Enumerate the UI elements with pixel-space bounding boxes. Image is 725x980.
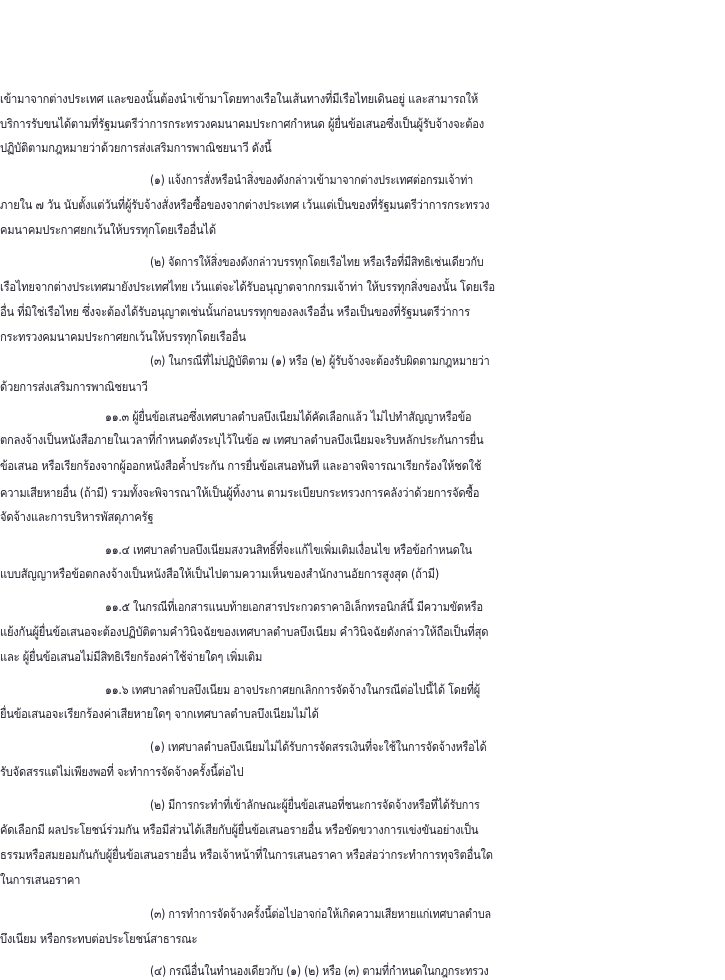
text-line: รับจัดสรรแต่ไม่เพียงพอที่ จะทำการจัดจ้างครั้งนี้ต่อไป — [0, 764, 244, 779]
text-line: ในการเสนอราคา — [0, 872, 81, 887]
text-line: (๔) กรณีอื่นในทำนองเดียวกับ (๑) (๒) หรือ (๓) ตามที่กำหนดในกฎกระทรวง — [150, 963, 489, 978]
text-line: ยื่นข้อเสนอจะเรียกร้องค่าเสียหายใดๆ จากเทศบาลตำบลบึงเนียมไม่ได้ — [0, 706, 319, 721]
text-line: ๑๑.๕ ในกรณีที่เอกสารแนบท้ายเอกสารประกวดราคาอิเล็กทรอนิกส์นี้ มีความขัดหรือ — [105, 599, 483, 614]
text-line: (๑) เทศบาลตำบลบึงเนียมไม่ได้รับการจัดสรรเงินที่จะใช้ในการจัดจ้างหรือได้ — [150, 739, 487, 754]
text-line: (๓) การทำการจัดจ้างครั้งนี้ต่อไปอาจก่อให้เกิดความเสียหายแก่เทศบาลตำบล — [150, 906, 491, 921]
text-line: แบบสัญญาหรือข้อตกลงจ้างเป็นหนังสือให้เป็นไปตามความเห็นของสำนักงานอัยการสูงสุด (ถ้ามี) — [0, 566, 440, 581]
text-line: และ ผู้ยื่นข้อเสนอไม่มีสิทธิเรียกร้องค่าใช้จ่ายใดๆ เพิ่มเติม — [0, 649, 263, 664]
text-line: บึงเนียม หรือกระทบต่อประโยชน์สาธารณะ — [0, 931, 198, 946]
text-line: ภายใน ๗ วัน นับตั้งแต่วันที่ผู้รับจ้างสั่งหรือซื้อของจากต่างประเทศ เว้นแต่เป็นของที่รัฐมนตรีว่าการกระทรวง — [0, 197, 490, 212]
text-line: ด้วยการส่งเสริมการพาณิชยนาวี — [0, 379, 148, 394]
text-line: เข้ามาจากต่างประเทศ และของนั้นต้องนำเข้ามาโดยทางเรือในเส้นทางที่มีเรือไทยเดินอยู่ และสามารถให้ — [0, 91, 479, 106]
text-line: (๒) มีการกระทำที่เข้าลักษณะผู้ยื่นข้อเสนอที่ชนะการจัดจ้างหรือที่ได้รับการ — [150, 797, 480, 812]
text-line: ข้อเสนอ หรือเรียกร้องจากผู้ออกหนังสือค้ำประกัน การยื่นข้อเสนอทันที และอาจพิจารณาเรียกร้องให้ชดใช้ — [0, 458, 482, 473]
text-line: ๑๑.๖ เทศบาลตำบลบึงเนียม อาจประกาศยกเลิกการจัดจ้างในกรณีต่อไปนี้ได้ โดยที่ผู้ — [105, 682, 480, 697]
text-line: ๑๑.๓ ผู้ยื่นข้อเสนอซึ่งเทศบาลตำบลบึงเนียมได้คัดเลือกแล้ว ไม่ไปทำสัญญาหรือข้อ — [105, 409, 472, 424]
text-line: (๓) ในกรณีที่ไม่ปฏิบัติตาม (๑) หรือ (๒) ผู้รับจ้างจะต้องรับผิดตามกฎหมายว่า — [150, 353, 490, 368]
text-line: คัดเลือกมี ผลประโยชน์ร่วมกัน หรือมีส่วนได้เสียกับผู้ยื่นข้อเสนอรายอื่น หรือขัดขวางการแข่งขันอย่างเป็น — [0, 822, 479, 837]
text-line: (๒) จัดการให้สิ่งของดังกล่าวบรรทุกโดยเรือไทย หรือเรือที่มีสิทธิเช่นเดียวกับ — [150, 254, 484, 269]
text-line: แย้งกันผู้ยื่นข้อเสนอจะต้องปฏิบัติตามคำวินิจฉัยของเทศบาลตำบลบึงเนียม คำวินิจฉัยดังกล่าวให้ถือเป็นที่สุด — [0, 624, 489, 639]
text-line: ๑๑.๔ เทศบาลตำบลบึงเนียมสงวนสิทธิ์ที่จะแก้ไขเพิ่มเติมเงื่อนไข หรือข้อกำหนดใน — [105, 542, 472, 557]
text-line: กระทรวงคมนาคมประกาศยกเว้นให้บรรทุกโดยเรืออื่น — [0, 329, 246, 344]
text-line: บริการรับขนได้ตามที่รัฐมนตรีว่าการกระทรวงคมนาคมประกาศกำหนด ผู้ยื่นข้อเสนอซึ่งเป็นผู้รับจ้างจะต้อง — [0, 116, 484, 131]
text-line: จัดจ้างและการบริหารพัสดุภาครัฐ — [0, 509, 154, 524]
text-line: (๑) แจ้งการสั่งหรือนำสิ่งของดังกล่าวเข้ามาจากต่างประเทศต่อกรมเจ้าท่า — [150, 172, 473, 187]
text-line: ความเสียหายอื่น (ถ้ามี) รวมทั้งจะพิจารณาให้เป็นผู้ทิ้งงาน ตามระเบียบกระทรวงการคลังว่าด้วยการจัดซื้อ — [0, 485, 480, 500]
text-line: ตกลงจ้างเป็นหนังสือภายในเวลาที่กำหนดดังระบุไว้ในข้อ ๗ เทศบาลตำบลบึงเนียมจะริบหลักประกันการยื่น — [0, 432, 484, 447]
text-line: ปฏิบัติตามกฎหมายว่าด้วยการส่งเสริมการพาณิชยนาวี ดังนี้ — [0, 140, 272, 155]
text-line: คมนาคมประกาศยกเว้นให้บรรทุกโดยเรืออื่นได้ — [0, 222, 216, 237]
text-line: ธรรมหรือสมยอมกันกับผู้ยื่นข้อเสนอรายอื่น หรือเจ้าหน้าที่ในการเสนอราคา หรือส่อว่ากระทำการทุจริตอื่นใด — [0, 847, 493, 862]
text-line: เรือไทยจากต่างประเทศมายังประเทศไทย เว้นแต่จะได้รับอนุญาตจากกรมเจ้าท่า ให้บรรทุกสิ่งของนั้น โดยเรือ — [0, 279, 495, 294]
text-line: อื่น ที่มิใช่เรือไทย ซึ่งจะต้องได้รับอนุญาตเช่นนั้นก่อนบรรทุกของลงเรืออื่น หรือเป็นของที่รัฐมนตรีว่าการ — [0, 304, 470, 319]
